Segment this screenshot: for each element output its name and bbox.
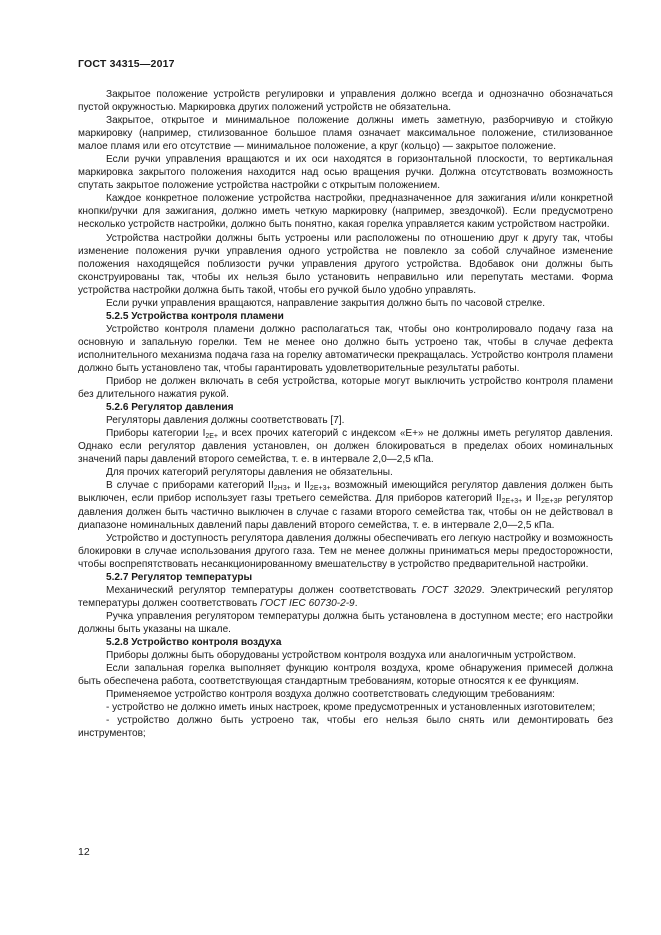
paragraph: Устройство контроля пламени должно располагаться так, чтобы оно контролировало подачу газа на основную и запальную горелки. Тем не менее оно должно быть устроено так, чтобы в случае дефекта исполнительного механизма подача газа на горелку автоматически прекращалась. Устройство контроля пламени должно быть установлено так, чтобы гарантировать удовлетворительные результаты работы. <box>78 323 613 374</box>
paragraph <box>78 427 613 466</box>
text-run: Приборы категории I <box>106 428 206 440</box>
subscript: 2E+3+ <box>309 485 331 493</box>
subscript: 2E+3P <box>541 498 563 506</box>
section-heading: 5.2.7 Регулятор температуры <box>106 571 253 583</box>
paragraph: Закрытое положение устройств регулировки и управления должно всегда и однозначно обозначаться пустой окружностью. Маркировка других положений устройств не обязательна. <box>78 89 613 114</box>
text-run: регулятор давления должен быть частично выключен в случае с газами второго семейства так, чтобы он не действовал в диапазоне номинальных давлений пары давлений второго семейства, т. е. в интервале 2,0—2,5 кПа. <box>78 493 613 531</box>
text-run: и II <box>522 493 542 505</box>
list-item: - устройство должно быть устроено так, чтобы его нельзя было снять или демонтировать без инструментов; <box>78 715 613 740</box>
paragraph: Если ручки управления вращаются и их оси находятся в горизонтальной плоскости, то вертикальная маркировка закрытого положения находится над осью вращения ручки. Должна отсутствовать возможность спутать закрытое положение устройства настройки с открытым положением. <box>78 154 613 192</box>
text-run: . Электрический регулятор температуры должен соответствовать <box>78 584 613 609</box>
document-header: ГОСТ 34315—2017 <box>78 58 175 70</box>
list-item: - устройство не должно иметь иных настроек, кроме предусмотренных и установленных изготовителем; <box>106 702 596 714</box>
page-number: 12 <box>78 846 90 858</box>
paragraph: Применяемое устройство контроля воздуха должно соответствовать следующим требованиям: <box>106 689 555 701</box>
subscript: 2H3+ <box>273 485 291 493</box>
paragraph: Ручка управления регулятором температуры должна быть установлена в доступном месте; его настройки должны быть указаны на шкале. <box>78 610 613 635</box>
document-body <box>78 88 613 740</box>
paragraph <box>78 584 613 610</box>
paragraph: Приборы должны быть оборудованы устройством контроля воздуха или аналогичным устройством. <box>106 650 577 662</box>
text-run: возможный имеющийся регулятор давления должен быть выключен, если прибор использует газы третьего семейства. Для приборов категорий II <box>78 480 613 505</box>
paragraph: Регуляторы давления должны соответствовать [7]. <box>106 415 345 427</box>
section-heading: 5.2.5 Устройства контроля пламени <box>106 310 284 322</box>
paragraph: Каждое конкретное положение устройства настройки, предназначенное для зажигания и/или конкретной кнопки/ручки для зажигания, должно иметь четкую маркировку (например, звездочкой). Если предусмотрено несколько устройств настройки, должно быть понятно, какая горелка управляется каким устройством настройки. <box>78 193 613 231</box>
text-run: В случае с приборами категорий II <box>106 480 274 492</box>
paragraph <box>78 479 613 531</box>
section-heading: 5.2.8 Устройство контроля воздуха <box>106 636 282 648</box>
paragraph: Если запальная горелка выполняет функцию контроля воздуха, кроме обнаружения примесей должна быть обеспечена работа, соответствующая стандартным требованиям, которые относятся к ее функциям. <box>78 663 613 688</box>
subscript: 2E+3+ <box>501 498 523 506</box>
text-run: . <box>354 597 358 609</box>
paragraph: Для прочих категорий регуляторы давления не обязательны. <box>106 467 393 479</box>
text-run: и всех прочих категорий с индексом «Е+» не должны иметь регулятор давления. Однако если регулятор давления установлен, он должен блокироваться в пределах обоих номинальных значений пары давлений второго семейства, т. е. в интервале 2,0—2,5 кПа. <box>78 428 613 466</box>
text-run: Механический регулятор температуры должен соответствовать <box>106 584 422 596</box>
section-heading: 5.2.6 Регулятор давления <box>106 402 234 414</box>
standard-reference: ГОСТ 32029 <box>421 584 482 596</box>
paragraph: Устройства настройки должны быть устроены или расположены по отношению друг к другу так, чтобы изменение положения ручки управления одного устройства не повлекло за собой случайное изменение положения находящейся поблизости ручки управления другого устройства. Вдобавок они должны быть сконструированы так, чтобы их нельзя было установить неправильно или перепутать местами. Форма устройства настройки должна быть такой, чтобы его ручкой было удобно управлять. <box>78 232 613 296</box>
paragraph: Устройство и доступность регулятора давления должны обеспечивать его легкую настройку и возможность блокировки в случае использования другого газа. Тем не менее должны приниматься меры предосторожности, чтобы воспрепятствовать несанкционированному вмешательству в устройство предварительной настройки. <box>78 532 613 570</box>
subscript: 2E+ <box>205 433 219 441</box>
paragraph: Если ручки управления вращаются, направление закрытия должно быть по часовой стрелке. <box>106 297 546 309</box>
text-run: и II <box>290 480 310 492</box>
paragraph: Закрытое, открытое и минимальное положение должны иметь заметную, разборчивую и стойкую маркировку (например, стилизованное большое пламя означает максимальное положение, стилизованное малое пламя или его отсутствие — минимальное положение, а круг (кольцо) — закрытое положение. <box>78 115 613 153</box>
paragraph: Прибор не должен включать в себя устройства, которые могут выключить устройство контроля пламени без длительного нажатия рукой. <box>78 376 613 401</box>
standard-reference: ГОСТ IEC 60730-2-9 <box>260 597 355 609</box>
